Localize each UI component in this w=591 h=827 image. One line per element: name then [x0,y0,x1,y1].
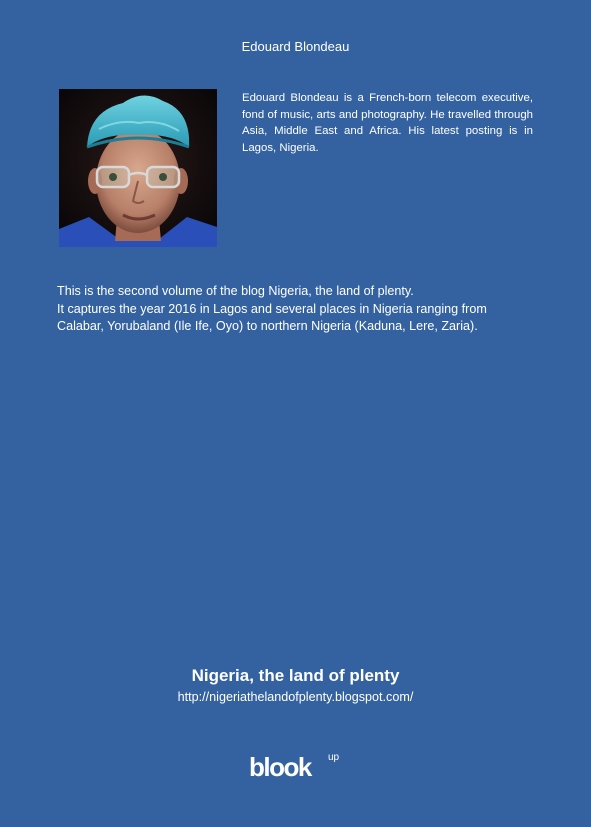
publisher-logo-text: blook [249,752,311,782]
author-name: Edouard Blondeau [241,39,350,54]
description-line-2: It captures the year 2016 in Lagos and several places in Nigeria ranging from Calabar, Yorubaland (Ile Ife, Oyo) to northern Nigeria (Kaduna, Lere, Zaria). [57,301,487,333]
publisher-logo [249,752,343,784]
publisher-logo-superscript: up [328,752,340,763]
blog-title: Nigeria, the land of plenty [191,666,400,685]
author-photo [59,89,217,247]
volume-description [57,283,537,336]
author-bio: Edouard Blondeau is a French-born telecom executive, fond of music, arts and photography. He travelled through Asia, Middle East and Africa. His latest posting is in Lagos, Nigeria. [242,92,533,154]
blog-url[interactable]: http://nigeriathelandofplenty.blogspot.com/ [177,690,414,704]
description-line-1: This is the second volume of the blog Nigeria, the land of plenty. [57,284,414,298]
